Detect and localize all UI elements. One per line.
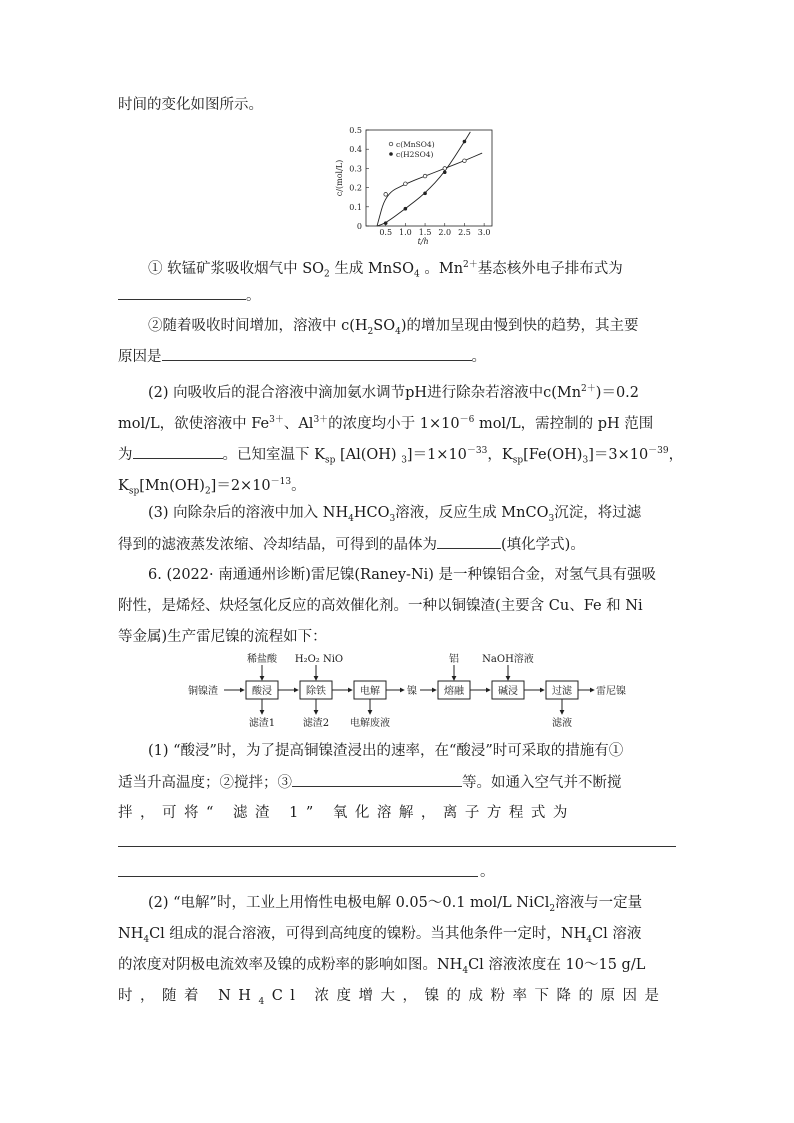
flow-input-h2o2-nio: H₂O₂ NiO bbox=[294, 654, 344, 665]
legend-label-h2so4: c(H2SO4) bbox=[396, 150, 434, 159]
question-6-1-line-1: (1) “酸浸”时，为了提高铜镍渣浸出的速率，在“酸浸”时可采取的措施有① bbox=[148, 743, 624, 759]
question-6-2-line-1: (2) “电解”时，工业上用惰性电极电解 0.05～0.1 mol/L NiCl$_2$溶液与一定量 bbox=[148, 895, 643, 914]
answer-blank[interactable] bbox=[118, 285, 246, 300]
concentration-time-chart bbox=[330, 122, 500, 247]
flow-mid-label: 镍 bbox=[407, 686, 417, 697]
answer-blank[interactable] bbox=[437, 534, 501, 549]
x-tick-label: 1.0 bbox=[399, 228, 412, 237]
point-mnso4 bbox=[404, 182, 408, 186]
answer-blank[interactable] bbox=[162, 346, 472, 361]
x-tick-label: 0.5 bbox=[379, 228, 393, 237]
point-h2so4 bbox=[404, 207, 408, 211]
flow-end-label: 雷尼镍 bbox=[596, 686, 626, 697]
question-6-1-end: 。 bbox=[480, 864, 495, 880]
y-tick-label: 0.3 bbox=[349, 164, 362, 174]
series-line-mnso4 bbox=[377, 153, 482, 226]
x-axis-label: t/h bbox=[417, 237, 429, 246]
point-mnso4 bbox=[463, 159, 467, 163]
flow-output-waste-liquid: 电解废液 bbox=[350, 718, 390, 729]
svg-text:电解: 电解 bbox=[360, 686, 380, 697]
question-6-2-line-4: 时，随着 $NH_4Cl$ 浓度增大，镍的成粉率下降的原因是 bbox=[118, 988, 667, 1007]
flow-output-residue-2: 滤渣2 bbox=[302, 718, 330, 729]
flow-input-hcl: 稀盐酸 bbox=[247, 654, 277, 665]
svg-text:过滤: 过滤 bbox=[552, 686, 572, 697]
flow-start-label: 铜镍渣 bbox=[188, 686, 218, 697]
part-2-line-4: $K_{sp}[Mn(OH)_2]=2\times 10^{-13}$。 bbox=[118, 477, 306, 497]
question-1-answer-line: 。 bbox=[118, 285, 678, 306]
point-h2so4 bbox=[423, 192, 427, 196]
legend-label-mnso4: c(MnSO4) bbox=[396, 140, 435, 149]
part-3-line-2: 得到的滤液蒸发浓缩、冷却结晶，可得到的晶体为 (填化学式)。 bbox=[118, 534, 678, 555]
intro-line: 时间的变化如图所示。 bbox=[118, 97, 263, 113]
flow-input-naoh: NaOH溶液 bbox=[482, 654, 534, 665]
y-tick-label: 0.1 bbox=[349, 202, 362, 212]
question-6-2-line-2: $NH_4Cl$ 组成的混合溶液，可得到高纯度的镍粉。当其他条件一定时，$NH_4Cl$ 溶液 bbox=[118, 926, 642, 945]
y-tick-label: 0.5 bbox=[349, 126, 362, 135]
part-2-line-1: (2) 向吸收后的混合溶液中滴加氨水调节pH进行除杂若溶液中$c(Mn^{2+})=0.2$ bbox=[148, 384, 639, 401]
legend-marker-h2so4 bbox=[389, 152, 393, 156]
x-tick-label: 3.0 bbox=[477, 228, 491, 237]
y-tick-label: 0.4 bbox=[349, 145, 362, 155]
question-6-2-line-3: 的浓度对阴极电流效率及镍的成粉率的影响如图。$NH_4Cl$ 溶液浓度在 10～15 g/L bbox=[118, 957, 646, 976]
question-1-line: ① 软锰矿浆吸收烟气中 $SO_2$ 生成 MnSO$_4$ 。$Mn^{2+}$基态核外电子排布式为 bbox=[148, 260, 623, 280]
point-h2so4 bbox=[463, 140, 467, 144]
x-tick-label: 2.0 bbox=[438, 228, 452, 237]
part-2-line-2: mol/L，欲使溶液中 $Fe^{3+}$、$Al^{3+}$的浓度均小于 $1\times 10^{-6}$ mol/L，需控制的 pH 范围 bbox=[118, 415, 654, 432]
answer-blank[interactable] bbox=[133, 444, 223, 459]
question-6-1-line-3: 拌，可将“ 滤渣 1” 氧化溶解，离子方程式为 bbox=[118, 805, 575, 821]
point-h2so4 bbox=[443, 170, 447, 174]
part-2-line-3: 为 。已知室温下 $K_{sp}$ [Al(OH) $_3]=1\times 10^{-33}$，$K_{sp}[Fe(OH)_3]=3\times 10^{-39}$， bbox=[118, 441, 678, 471]
point-h2so4 bbox=[384, 221, 388, 225]
svg-text:熔融: 熔融 bbox=[444, 686, 464, 697]
answer-blank-line[interactable] bbox=[118, 876, 478, 877]
question-6-line-2: 附性，是烯烃、炔烃氢化反应的高效催化剂。一种以铜镍渣(主要含 Cu、Fe 和 Ni bbox=[118, 598, 643, 614]
y-tick-label: 0.2 bbox=[349, 183, 362, 193]
process-flow-diagram bbox=[188, 652, 638, 732]
flow-output-residue-1: 滤渣1 bbox=[248, 718, 276, 729]
answer-blank-line[interactable] bbox=[118, 846, 676, 847]
flow-output-filtrate: 滤液 bbox=[552, 718, 572, 729]
question-6-line-1: 6. (2022· 南通通州诊断)雷尼镍(Raney-Ni) 是一种镍铝合金，对氢气具有强吸 bbox=[148, 567, 657, 583]
y-tick-label: 0 bbox=[356, 222, 362, 231]
svg-text:酸浸: 酸浸 bbox=[252, 686, 272, 697]
question-6-line-3: 等金属)生产雷尼镍的流程如下： bbox=[118, 629, 327, 645]
point-mnso4 bbox=[423, 174, 427, 178]
flow-input-aluminum: 铝 bbox=[449, 654, 459, 665]
question-2-answer-line: 原因是 。 bbox=[118, 346, 678, 367]
x-tick-label: 2.5 bbox=[458, 228, 471, 237]
point-mnso4 bbox=[384, 193, 388, 197]
question-6-1-line-2: 适当升高温度；②搅拌；③ 等。如通入空气并不断搅 bbox=[118, 772, 678, 793]
answer-blank[interactable] bbox=[292, 772, 462, 787]
svg-text:除铁: 除铁 bbox=[306, 686, 326, 697]
legend-marker-mnso4 bbox=[389, 142, 393, 146]
svg-text:碱浸: 碱浸 bbox=[498, 686, 518, 697]
y-axis-label: c/(mol/L) bbox=[335, 159, 344, 197]
x-tick-label: 1.5 bbox=[418, 228, 432, 237]
part-3-line-1: (3) 向除杂后的溶液中加入 $NH_4HCO_3$溶液，反应生成 MnCO$_3$沉淀，将过滤 bbox=[148, 505, 642, 524]
question-2-line: ②随着吸收时间增加，溶液中 $c(H_2SO_4)$的增加呈现由慢到快的趋势，其主要 bbox=[148, 318, 639, 337]
point-mnso4 bbox=[443, 167, 447, 171]
